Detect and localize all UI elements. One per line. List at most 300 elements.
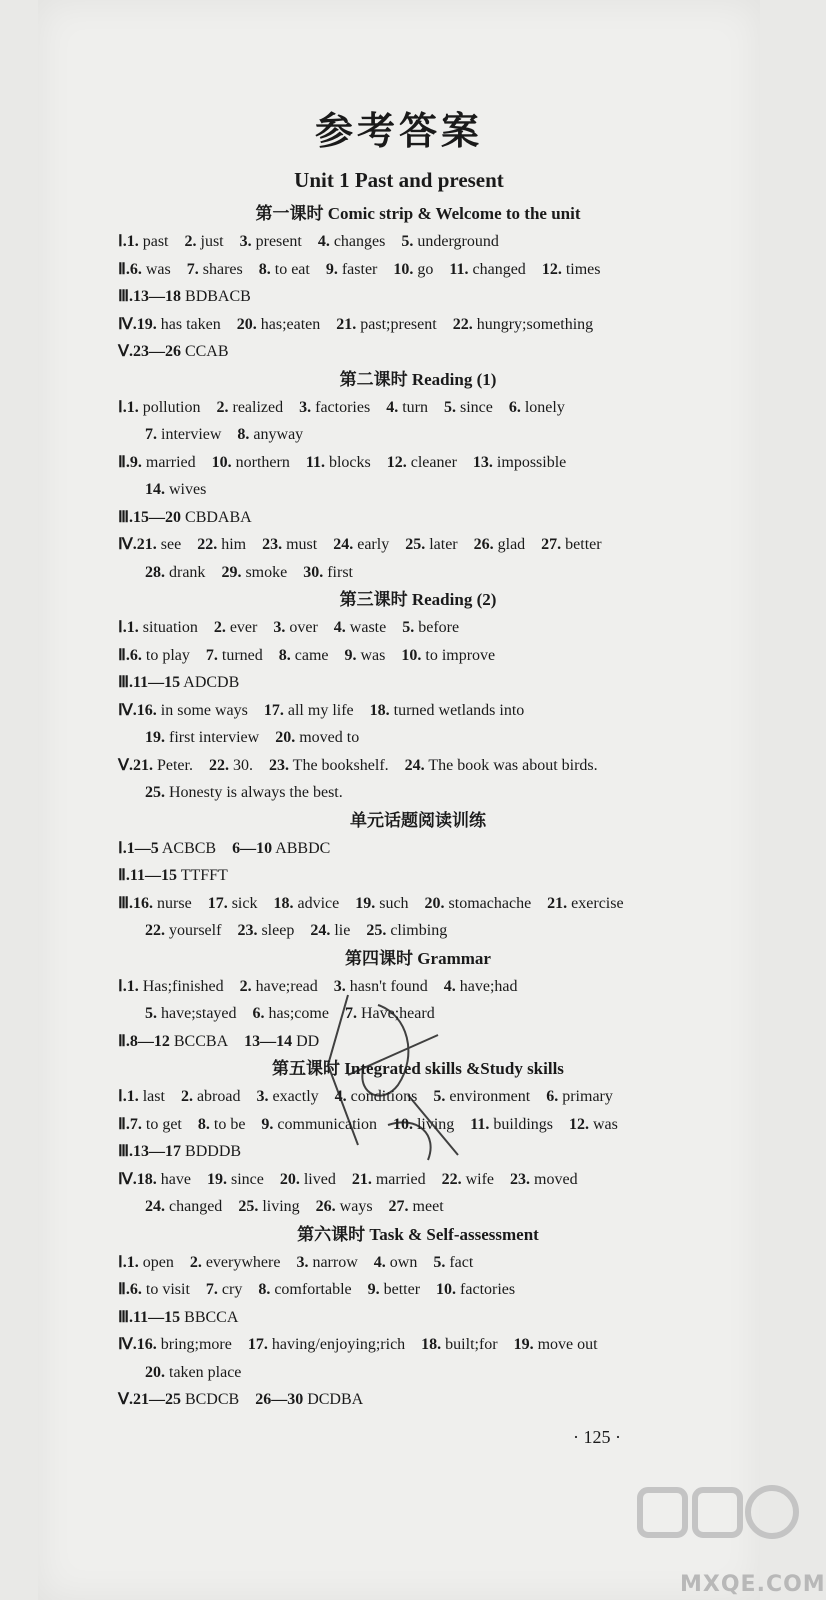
- question-number: 5.: [145, 1005, 157, 1022]
- question-number: 4.: [386, 398, 399, 416]
- answer-text: first: [323, 563, 353, 581]
- answer-text: changes: [329, 233, 386, 250]
- question-number: 9.: [129, 453, 142, 471]
- answer-text: factories: [311, 398, 371, 416]
- answer-text: exercise: [567, 894, 624, 912]
- answer-line: [118, 504, 758, 532]
- question-number: 12.: [568, 1115, 589, 1133]
- question-number: 22.: [145, 922, 165, 939]
- question-number: 13—18: [133, 288, 182, 305]
- question-number: 29.: [221, 563, 242, 581]
- answer-text: past: [138, 233, 169, 250]
- question-number: 5.: [401, 233, 414, 250]
- question-number: 5.: [433, 1088, 446, 1105]
- question-number: 16.: [136, 1336, 157, 1353]
- answer-text: realized: [228, 398, 284, 416]
- question-number: 25.: [238, 1198, 259, 1215]
- answer-text: glad: [493, 536, 526, 553]
- question-number: 28.: [145, 563, 165, 581]
- answer-text: ABBDC: [272, 839, 331, 857]
- answer-text: later: [425, 536, 458, 553]
- answer-text: move out: [533, 1336, 598, 1353]
- question-number: 6.: [252, 1005, 265, 1022]
- answer-line: [118, 614, 758, 642]
- question-number: 13—17: [133, 1143, 182, 1160]
- answer-text: lived: [299, 1170, 336, 1188]
- question-group-label: Ⅴ.: [118, 343, 133, 360]
- answer-text: just: [196, 233, 224, 250]
- question-group-label: Ⅰ.: [118, 619, 127, 636]
- answer-text: climbing: [386, 922, 448, 939]
- lesson-heading: 第二课时 Reading (1): [339, 369, 497, 389]
- question-group-label: Ⅰ.: [118, 839, 127, 857]
- answer-line: [118, 1304, 758, 1332]
- question-number: 13—14: [244, 1032, 293, 1050]
- answer-text: shares: [198, 260, 243, 278]
- question-group-label: Ⅲ.: [118, 674, 134, 691]
- question-number: 4.: [334, 1088, 347, 1105]
- answer-text: buildings: [489, 1115, 553, 1133]
- question-number: 22.: [441, 1170, 462, 1188]
- answer-text: last: [138, 1088, 165, 1105]
- question-number: 6—10: [232, 839, 273, 857]
- question-number: 17.: [247, 1336, 268, 1353]
- answer-text: abroad: [192, 1088, 241, 1105]
- answer-text: have;had: [455, 977, 518, 995]
- answer-text: since: [455, 398, 493, 416]
- answer-text: better: [561, 536, 602, 553]
- answer-text: such: [375, 894, 409, 912]
- lesson-heading: 单元话题阅读训练: [350, 810, 486, 830]
- answer-line: [118, 338, 758, 366]
- answer-text: must: [282, 536, 318, 553]
- answer-text: sleep: [257, 922, 295, 939]
- question-number: 10.: [211, 453, 232, 471]
- question-number: 11—15: [129, 867, 177, 884]
- question-number: 8.: [237, 426, 250, 443]
- question-number: 7.: [205, 646, 218, 664]
- answer-text: has;come: [264, 1005, 329, 1022]
- lesson-heading: 第一课时 Comic strip & Welcome to the unit: [255, 204, 581, 223]
- answer-line: [118, 1249, 758, 1277]
- answer-text: having/enjoying;rich: [267, 1336, 406, 1353]
- question-group-label: Ⅰ.: [118, 398, 127, 416]
- question-number: 12.: [386, 453, 407, 471]
- question-number: 21.: [547, 894, 568, 912]
- question-number: 23.: [268, 756, 289, 774]
- question-number: 20.: [145, 1363, 165, 1381]
- answer-line: [118, 752, 758, 780]
- answer-text: has;eaten: [256, 315, 321, 333]
- question-number: 19.: [145, 729, 165, 746]
- lesson-heading: 第三课时 Reading (2): [339, 590, 497, 609]
- answer-text: sick: [227, 894, 258, 912]
- question-number: 6.: [129, 260, 142, 278]
- question-number: 2.: [180, 1088, 193, 1105]
- question-number: 3.: [333, 977, 346, 995]
- answer-line: [118, 256, 758, 284]
- question-number: 7.: [145, 426, 157, 443]
- question-number: 7.: [205, 1281, 218, 1298]
- answer-text: changed: [165, 1198, 223, 1215]
- answer-text: changed: [468, 260, 526, 278]
- question-number: 27.: [388, 1198, 409, 1215]
- answer-text: blocks: [324, 453, 371, 471]
- question-number: 5.: [433, 1253, 446, 1271]
- answer-line: [118, 283, 758, 311]
- answer-text: interview: [157, 426, 222, 443]
- question-number: 11—15: [133, 1308, 181, 1326]
- question-number: 26.: [315, 1198, 336, 1215]
- answer-text: moved: [530, 1170, 578, 1188]
- question-number: 8.: [258, 1281, 271, 1298]
- answer-line: [118, 1000, 758, 1028]
- answer-text: go: [413, 260, 434, 278]
- question-number: 20.: [275, 729, 296, 746]
- question-group-label: Ⅱ.: [118, 867, 130, 884]
- answer-text: first interview: [165, 729, 260, 746]
- answer-text: The bookshelf.: [288, 756, 389, 774]
- lesson-heading: 第六课时 Task & Self-assessment: [297, 1224, 539, 1244]
- question-number: 18.: [421, 1336, 442, 1353]
- answer-text: exactly: [268, 1088, 319, 1105]
- answer-text: lie: [330, 922, 351, 939]
- question-group-label: Ⅰ.: [118, 233, 127, 250]
- question-number: 2.: [189, 1253, 202, 1271]
- answer-text: was: [141, 260, 171, 278]
- question-group-label: Ⅲ.: [118, 1308, 134, 1326]
- answer-text: to be: [209, 1115, 246, 1133]
- question-number: 20.: [279, 1170, 300, 1188]
- answer-text: everywhere: [201, 1253, 281, 1271]
- answer-text: wife: [461, 1170, 495, 1188]
- question-number: 21.: [136, 536, 157, 553]
- answer-text: smoke: [241, 563, 288, 581]
- question-number: 19.: [136, 315, 157, 333]
- answer-text: him: [217, 536, 247, 553]
- lesson-heading: 第五课时 Integrated skills &Study skills: [272, 1059, 564, 1078]
- question-number: 20.: [424, 894, 445, 912]
- answer-text: hasn't found: [345, 977, 428, 995]
- answer-text: early: [353, 536, 390, 553]
- question-number: 21.: [336, 315, 357, 333]
- answer-text: past;present: [356, 315, 437, 333]
- question-group-label: Ⅳ.: [118, 701, 137, 719]
- question-group-label: Ⅲ.: [118, 508, 134, 526]
- question-number: 2.: [239, 977, 252, 995]
- answer-page: [38, 0, 760, 1600]
- answer-text: built;for: [441, 1336, 498, 1353]
- question-number: 3.: [256, 1088, 269, 1105]
- question-number: 18.: [273, 894, 294, 912]
- answer-text: primary: [558, 1088, 613, 1105]
- watermark-text: MXQE.COM: [680, 1572, 826, 1597]
- answer-text: yourself: [165, 922, 222, 939]
- answer-text: waste: [345, 619, 387, 636]
- answer-line: [118, 559, 758, 587]
- answer-text: northern: [231, 453, 290, 471]
- answer-text: bring;more: [156, 1336, 232, 1353]
- question-number: 10.: [393, 260, 414, 278]
- answer-line: [118, 724, 758, 752]
- question-number: 1.: [126, 398, 139, 416]
- answer-text: ACBCB: [158, 839, 217, 857]
- answer-text: in some ways: [156, 701, 248, 719]
- question-number: 19.: [206, 1170, 227, 1188]
- answer-text: comfortable: [270, 1281, 352, 1298]
- answer-text: impossible: [492, 453, 567, 471]
- answer-text: all my life: [283, 701, 354, 719]
- question-group-label: Ⅱ.: [118, 260, 130, 278]
- question-number: 18.: [369, 701, 390, 719]
- answer-text: married: [371, 1170, 426, 1188]
- question-number: 4.: [373, 1253, 386, 1271]
- answer-line: [118, 311, 758, 339]
- question-group-label: Ⅱ.: [118, 1115, 130, 1133]
- question-number: 23.: [262, 536, 283, 553]
- question-number: 22.: [197, 536, 218, 553]
- answer-text: have;stayed: [157, 1005, 237, 1022]
- answer-text: times: [561, 260, 601, 278]
- answer-line: [118, 642, 758, 670]
- answer-text: own: [385, 1253, 418, 1271]
- question-number: 8—12: [129, 1032, 170, 1050]
- question-number: 19.: [355, 894, 376, 912]
- question-group-label: Ⅰ.: [118, 977, 127, 995]
- question-group-label: Ⅳ.: [118, 536, 137, 553]
- answer-text: Honesty is always the best.: [165, 784, 343, 801]
- answer-line: [118, 394, 758, 422]
- answer-text: faster: [337, 260, 378, 278]
- answer-text: BDDDB: [181, 1143, 242, 1160]
- answer-line: [118, 1138, 758, 1166]
- question-number: 26—30: [255, 1391, 304, 1408]
- answer-line: [118, 1028, 758, 1056]
- answer-text: have;read: [251, 977, 318, 995]
- question-group-label: Ⅴ.: [118, 1391, 133, 1408]
- question-group-label: Ⅳ.: [118, 1170, 137, 1188]
- question-number: 7.: [129, 1115, 142, 1133]
- question-number: 6.: [129, 646, 142, 664]
- question-group-label: Ⅰ.: [118, 1088, 127, 1105]
- lesson-heading: 第四课时 Grammar: [345, 948, 491, 968]
- question-group-label: Ⅳ.: [118, 315, 137, 333]
- answer-text: advice: [293, 894, 340, 912]
- answer-line: [118, 421, 758, 449]
- question-number: 23.: [237, 922, 258, 939]
- answer-line: [118, 1166, 758, 1194]
- question-group-label: Ⅱ.: [118, 453, 130, 471]
- question-number: 2.: [184, 233, 197, 250]
- question-number: 9.: [367, 1281, 380, 1298]
- answer-text: stomachache: [444, 894, 532, 912]
- answer-line: [118, 1359, 758, 1387]
- question-number: 8.: [278, 646, 291, 664]
- watermark-logo: [620, 1460, 826, 1600]
- answer-text: drank: [165, 563, 206, 581]
- answer-text: have: [156, 1170, 191, 1188]
- answer-text: BCDCB: [180, 1391, 240, 1408]
- question-number: 25.: [145, 784, 165, 801]
- question-number: 13.: [472, 453, 493, 471]
- question-number: 24.: [404, 756, 425, 774]
- answer-text: to improve: [421, 646, 496, 664]
- answer-text: taken place: [165, 1363, 242, 1381]
- question-number: 23—26: [132, 343, 181, 360]
- answer-text: over: [285, 619, 318, 636]
- question-group-label: Ⅳ.: [118, 1336, 137, 1353]
- question-number: 21—25: [132, 1391, 181, 1408]
- question-number: 18.: [136, 1170, 157, 1188]
- answer-text: cry: [217, 1281, 243, 1298]
- question-number: 8.: [197, 1115, 210, 1133]
- question-number: 3.: [273, 619, 286, 636]
- answer-text: has taken: [156, 315, 221, 333]
- answer-line: [118, 835, 758, 863]
- question-number: 1.: [126, 1088, 139, 1105]
- question-number: 11.: [470, 1115, 490, 1133]
- question-number: 10.: [401, 646, 422, 664]
- question-number: 1.: [126, 977, 139, 995]
- answer-line: [118, 228, 758, 256]
- answer-text: BCCBA: [169, 1032, 229, 1050]
- answer-text: living: [258, 1198, 300, 1215]
- question-group-label: Ⅲ.: [118, 894, 134, 912]
- answer-text: CCAB: [180, 343, 229, 360]
- question-number: 9.: [325, 260, 338, 278]
- question-group-label: Ⅱ.: [118, 1281, 130, 1298]
- question-number: 6.: [546, 1088, 559, 1105]
- answer-line: [118, 476, 758, 504]
- answer-text: living: [412, 1115, 455, 1133]
- question-number: 10.: [436, 1281, 457, 1298]
- unit-title: Unit 1 Past and present: [294, 168, 504, 192]
- question-group-label: Ⅱ.: [118, 1032, 130, 1050]
- answer-line: [118, 973, 758, 1001]
- answer-line: [118, 1111, 758, 1139]
- answer-line: [118, 1386, 758, 1414]
- question-group-label: Ⅲ.: [118, 288, 134, 305]
- question-number: 7.: [186, 260, 199, 278]
- question-number: 3.: [296, 1253, 309, 1271]
- question-number: 16.: [133, 894, 154, 912]
- question-number: 7.: [344, 1005, 357, 1022]
- answer-line: [118, 1193, 758, 1221]
- page-title: 参考答案: [314, 109, 483, 153]
- answer-text: anyway: [249, 426, 304, 443]
- question-number: 1.: [126, 619, 139, 636]
- answer-text: Peter.: [152, 756, 193, 774]
- answer-text: Have;heard: [356, 1005, 435, 1022]
- question-number: 9.: [344, 646, 357, 664]
- answer-text: The book was about birds.: [424, 756, 598, 774]
- answer-text: moved to: [295, 729, 360, 746]
- question-number: 24.: [310, 922, 331, 939]
- answer-text: BDBACB: [181, 288, 251, 305]
- answer-line: [118, 531, 758, 559]
- answer-text: environment: [445, 1088, 531, 1105]
- answer-text: ADCDB: [180, 674, 240, 691]
- answer-text: pollution: [138, 398, 201, 416]
- answer-text: 30.: [228, 756, 253, 774]
- answer-text: since: [226, 1170, 264, 1188]
- answer-text: TTFFT: [177, 867, 228, 884]
- answer-text: communication: [273, 1115, 377, 1133]
- answer-text: CBDABA: [181, 508, 252, 526]
- question-number: 14.: [145, 481, 165, 498]
- question-number: 4.: [443, 977, 456, 995]
- answer-line: [118, 779, 758, 807]
- answer-text: underground: [413, 233, 499, 250]
- question-number: 26.: [473, 536, 494, 553]
- question-number: 8.: [258, 260, 271, 278]
- answer-text: situation: [138, 619, 198, 636]
- answer-text: ways: [335, 1198, 373, 1215]
- question-group-label: Ⅲ.: [118, 1143, 134, 1160]
- question-number: 3.: [299, 398, 312, 416]
- answer-line: [118, 697, 758, 725]
- answer-line: [118, 1331, 758, 1359]
- answer-text: turn: [398, 398, 428, 416]
- answer-text: factories: [456, 1281, 516, 1298]
- answer-text: meet: [408, 1198, 444, 1215]
- answer-text: before: [414, 619, 460, 636]
- answer-line: [118, 862, 758, 890]
- question-number: 3.: [239, 233, 252, 250]
- question-number: 21.: [351, 1170, 372, 1188]
- question-number: 15—20: [133, 508, 182, 526]
- question-number: 17.: [207, 894, 228, 912]
- question-number: 1.: [126, 1253, 139, 1271]
- answer-text: fact: [445, 1253, 474, 1271]
- question-number: 22.: [208, 756, 229, 774]
- question-number: 9.: [261, 1115, 274, 1133]
- question-number: 11—15: [133, 674, 181, 691]
- answer-content: [118, 200, 758, 1414]
- question-number: 12.: [541, 260, 562, 278]
- answer-text: Has;finished: [138, 977, 224, 995]
- answer-text: married: [141, 453, 196, 471]
- watermark-icon: [620, 1460, 810, 1570]
- answer-text: cleaner: [406, 453, 457, 471]
- answer-text: better: [379, 1281, 421, 1298]
- answer-text: present: [251, 233, 302, 250]
- answer-text: DCDBA: [303, 1391, 364, 1408]
- answer-line: [118, 917, 758, 945]
- answer-text: turned wetlands into: [389, 701, 525, 719]
- answer-line: [118, 890, 758, 918]
- answer-text: was: [588, 1115, 618, 1133]
- question-number: 1—5: [126, 839, 159, 857]
- question-number: 11.: [449, 260, 469, 278]
- answer-text: to get: [141, 1115, 182, 1133]
- answer-text: conditions: [346, 1088, 418, 1105]
- question-number: 4.: [333, 619, 346, 636]
- answer-text: turned: [217, 646, 263, 664]
- answer-text: narrow: [308, 1253, 358, 1271]
- answer-line: [118, 1276, 758, 1304]
- question-number: 20.: [236, 315, 257, 333]
- answer-text: nurse: [153, 894, 192, 912]
- answer-text: lonely: [520, 398, 565, 416]
- answer-text: came: [290, 646, 329, 664]
- answer-text: hungry;something: [472, 315, 594, 333]
- question-number: 24.: [145, 1198, 165, 1215]
- question-number: 2.: [216, 398, 229, 416]
- answer-text: to visit: [141, 1281, 190, 1298]
- answer-text: to eat: [270, 260, 310, 278]
- question-number: 1.: [126, 233, 139, 250]
